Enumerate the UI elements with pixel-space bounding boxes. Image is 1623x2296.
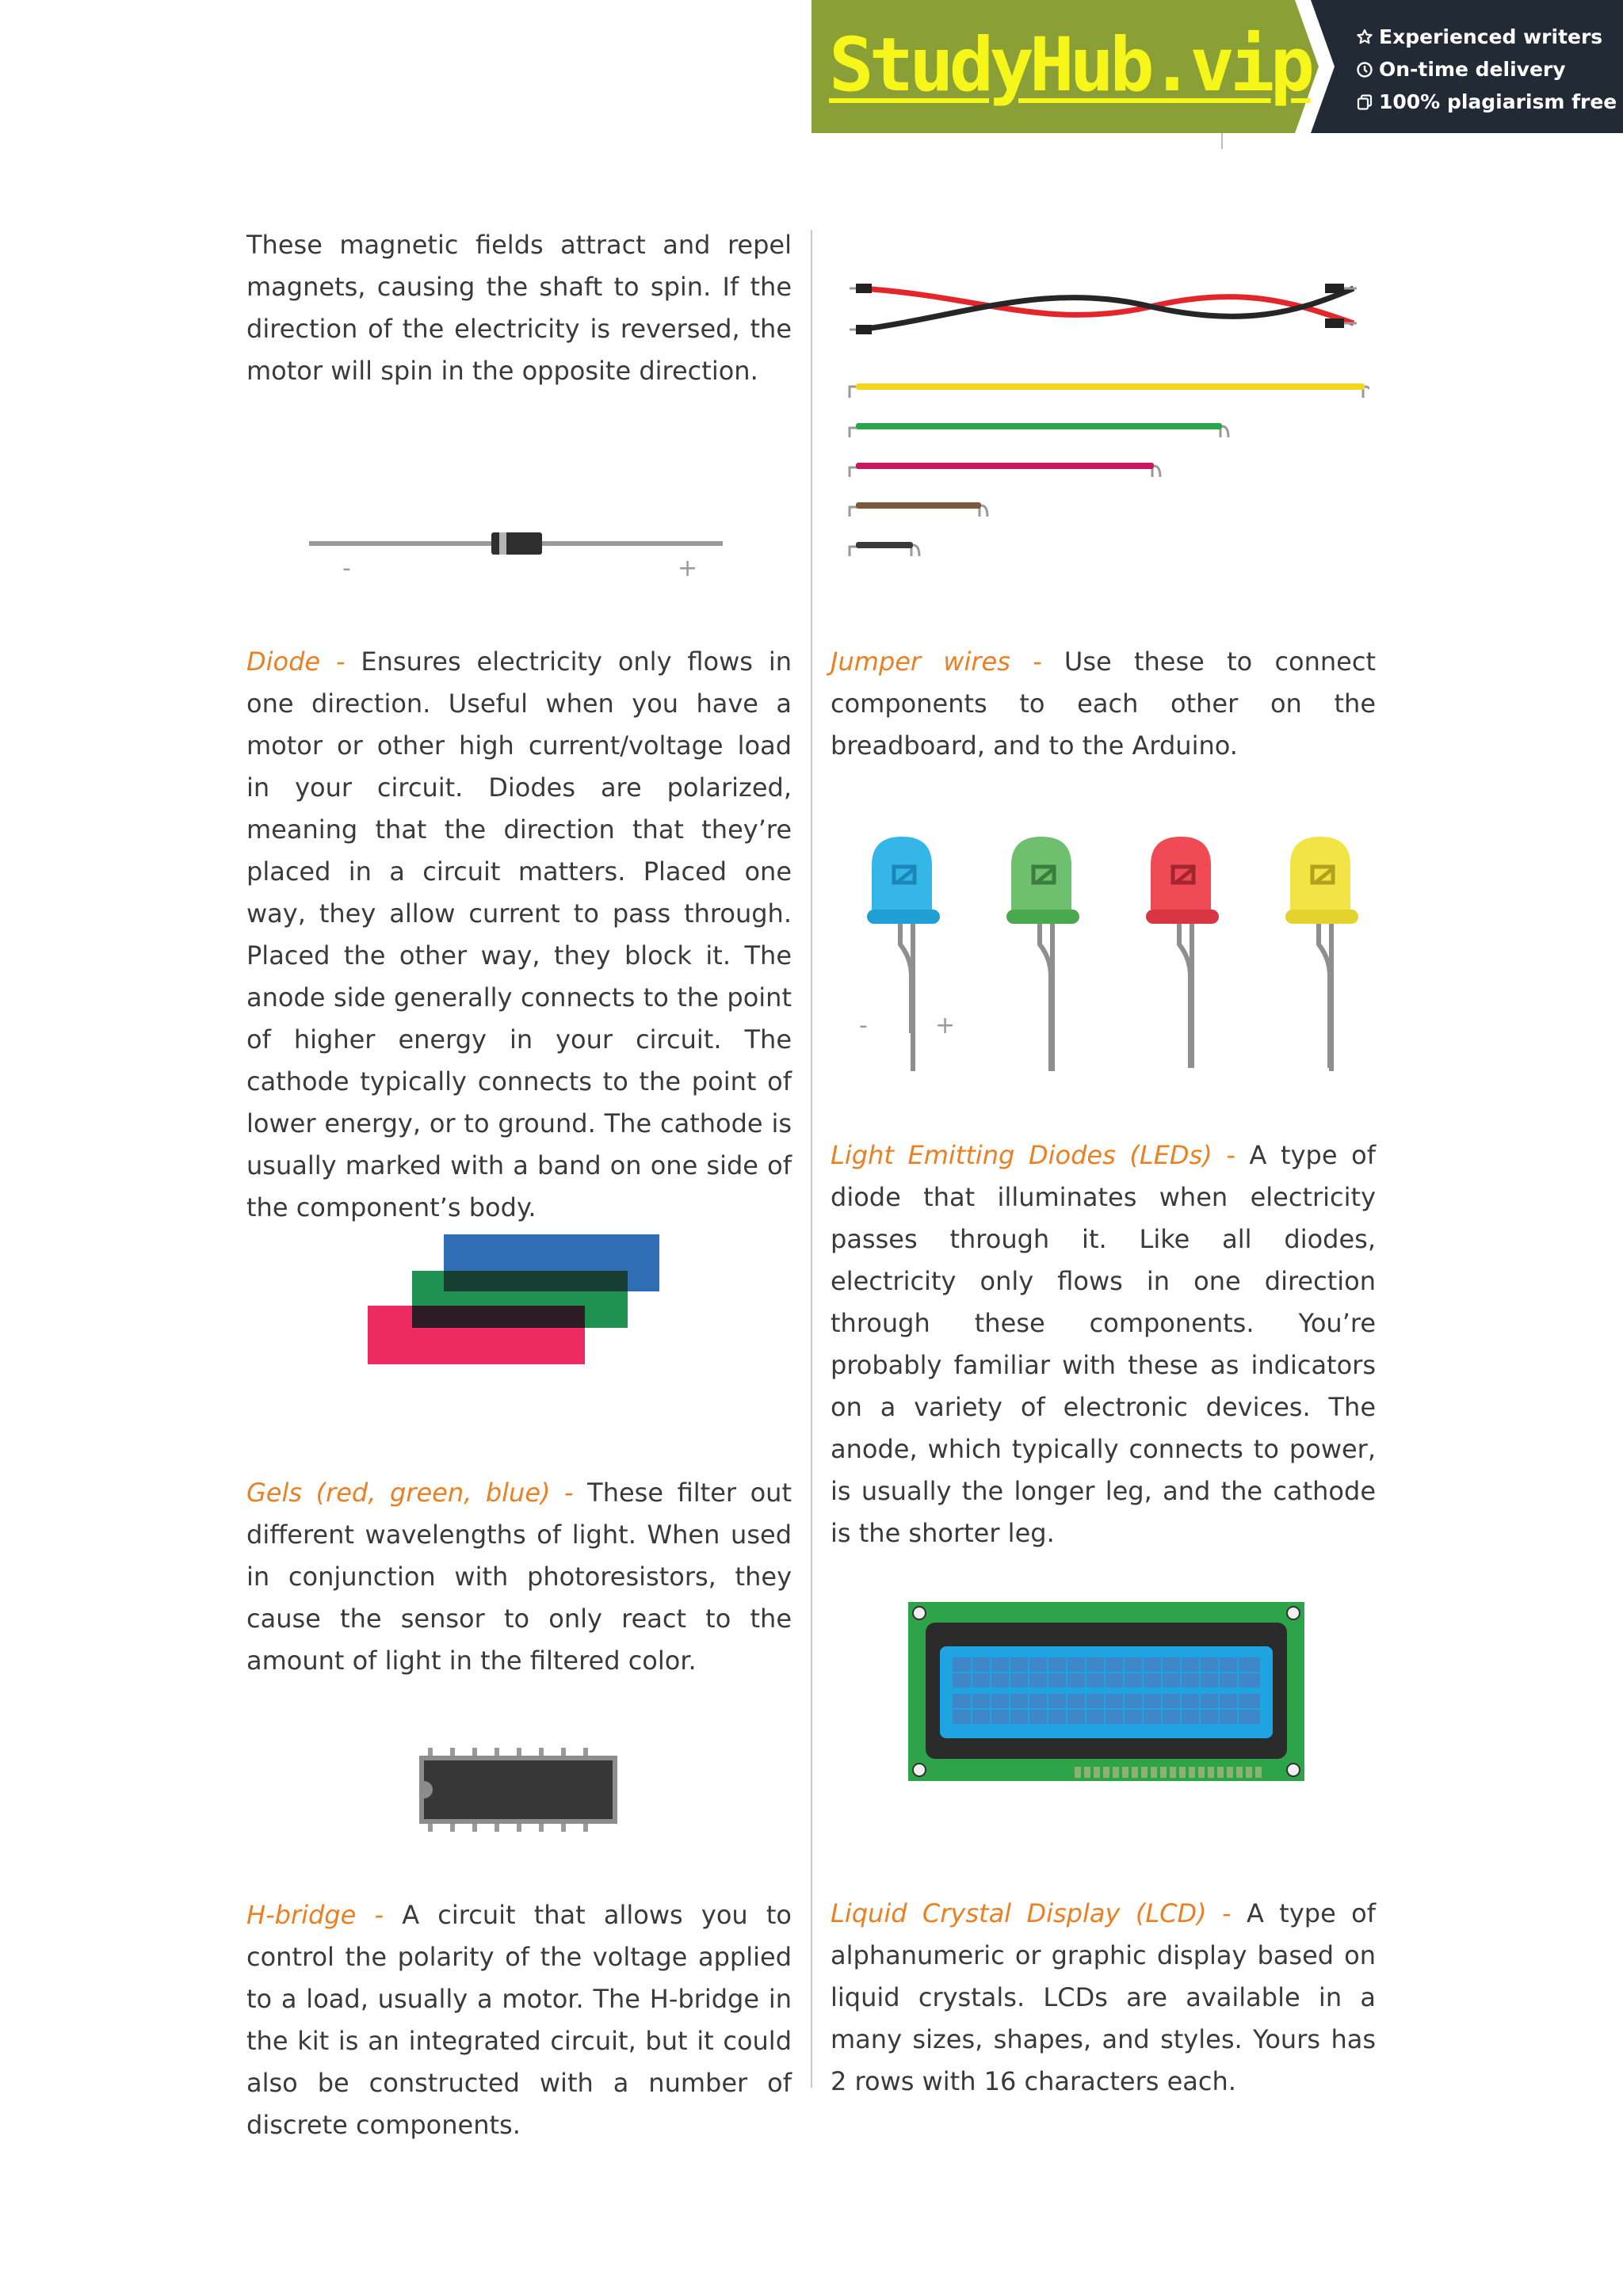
gels-text: These filter out different wavelengths of light. When used in conjunction with photoresistors, they cause the sensor to only react to the amount of light in the filtered color. [246,1478,792,1676]
perk-label: On-time delivery [1379,58,1566,81]
wire-bent-pins [913,387,1369,556]
perk-label: 100% plagiarism free [1379,90,1617,113]
perk-item [1355,21,1617,53]
diode-cathode-band [499,532,506,555]
leds-term: Light Emitting Diodes (LEDs) - [831,1140,1235,1170]
gels-paragraph [246,1472,792,1682]
leds-text: A type of diode that illuminates when electricity passes through it. Like all diodes, electricity only flows in one direction through these components. You’re probably familiar with these as indicators on a variety of electronic devices. The anode, which typically connects to power, is usually the longer leg, and the cathode is the shorter leg. [831,1140,1377,1548]
wire-end [1325,318,1344,328]
lcd-text: A type of alphanumeric or graphic display based on liquid crystals. LCDs are available in a many sizes, shapes, and styles. Yours has 2 rows with 16 characters each. [831,1898,1377,2096]
hbridge-chip-illustration [417,1748,620,1832]
motor-paragraph [246,224,792,392]
lcd-paragraph [831,1893,1376,2103]
banner-tick-mark [1221,133,1223,149]
diode-text: Ensures electricity only flows in one direction. Useful when you have a motor or other high current/voltage load in your circuit. Diodes are polarized, meaning that the direction that they’re placed in a circuit matters. Placed one way, they allow current to pass through. Placed the other way, they block it. The anode side generally connects to the point of higher energy in your circuit. The cathode typically connects to the point of lower energy, or to ground. The cathode is usually marked with a band on one side of the component’s body. [246,646,792,1222]
magenta-jumper-wire [856,463,1154,469]
perk-item [1355,86,1617,118]
perk-list [1355,21,1617,118]
green-jumper-wire [856,423,1222,429]
jumper-text: Use these to connect components to each other on the breadboard, and to the Arduino. [831,646,1377,761]
led-yellow [1285,837,1358,1071]
diode-body [491,532,542,555]
diode-paragraph [246,641,792,1229]
chip-body [424,1760,613,1819]
ad-banner[interactable] [812,0,1623,133]
gel-overlap-red-green [412,1306,585,1328]
hbridge-paragraph [246,1894,792,2146]
perk-label: Experienced writers [1379,25,1603,48]
lcd-term: Liquid Crystal Display (LCD) - [831,1898,1232,1928]
jumper-paragraph [831,641,1376,767]
perk-item [1355,53,1617,86]
column-divider [811,230,812,2088]
diode-term: Diode - [246,646,346,677]
lcd-illustration [907,1600,1306,1783]
motor-text: These magnetic fields attract and repel magnets, causing the shaft to spin. If the direction of the electricity is reversed, the motor will spin in the opposite direction. [246,230,792,386]
wire-end [856,325,872,334]
led-minus-label: - [859,1012,868,1039]
led-plus-label: + [935,1012,956,1039]
gel-overlap-blue-green [444,1271,628,1291]
led-blue [867,837,940,1071]
jumper-wires-illustration [846,274,1369,563]
diode-illustration [301,523,729,586]
hbridge-text: A circuit that allows you to control the polarity of the voltage applied to a load, usually a motor. The H-bridge in the kit is an integrated circuit, but it could also be constructed with a number of discrete components. [246,1900,792,2140]
brand-logo[interactable]: StudyHub.vip [829,22,1311,109]
leds-paragraph [831,1135,1376,1554]
wire-end [856,284,872,293]
gels-term: Gels (red, green, blue) - [246,1478,574,1508]
short-jumper-wire [856,542,913,548]
diode-minus-label: - [342,555,351,582]
yellow-jumper-wire [856,383,1365,390]
brown-jumper-wire [856,502,981,509]
copy-icon [1355,93,1374,112]
star-icon [1355,28,1374,47]
led-red [1146,837,1219,1068]
diode-plus-label: + [678,555,698,582]
hbridge-term: H-bridge - [246,1900,384,1930]
wire-end [1325,284,1344,293]
clock-icon [1355,60,1374,79]
led-green [1006,837,1079,1071]
gels-illustration [366,1233,663,1366]
jumper-term: Jumper wires - [831,646,1042,677]
leds-illustration [853,833,1368,1079]
